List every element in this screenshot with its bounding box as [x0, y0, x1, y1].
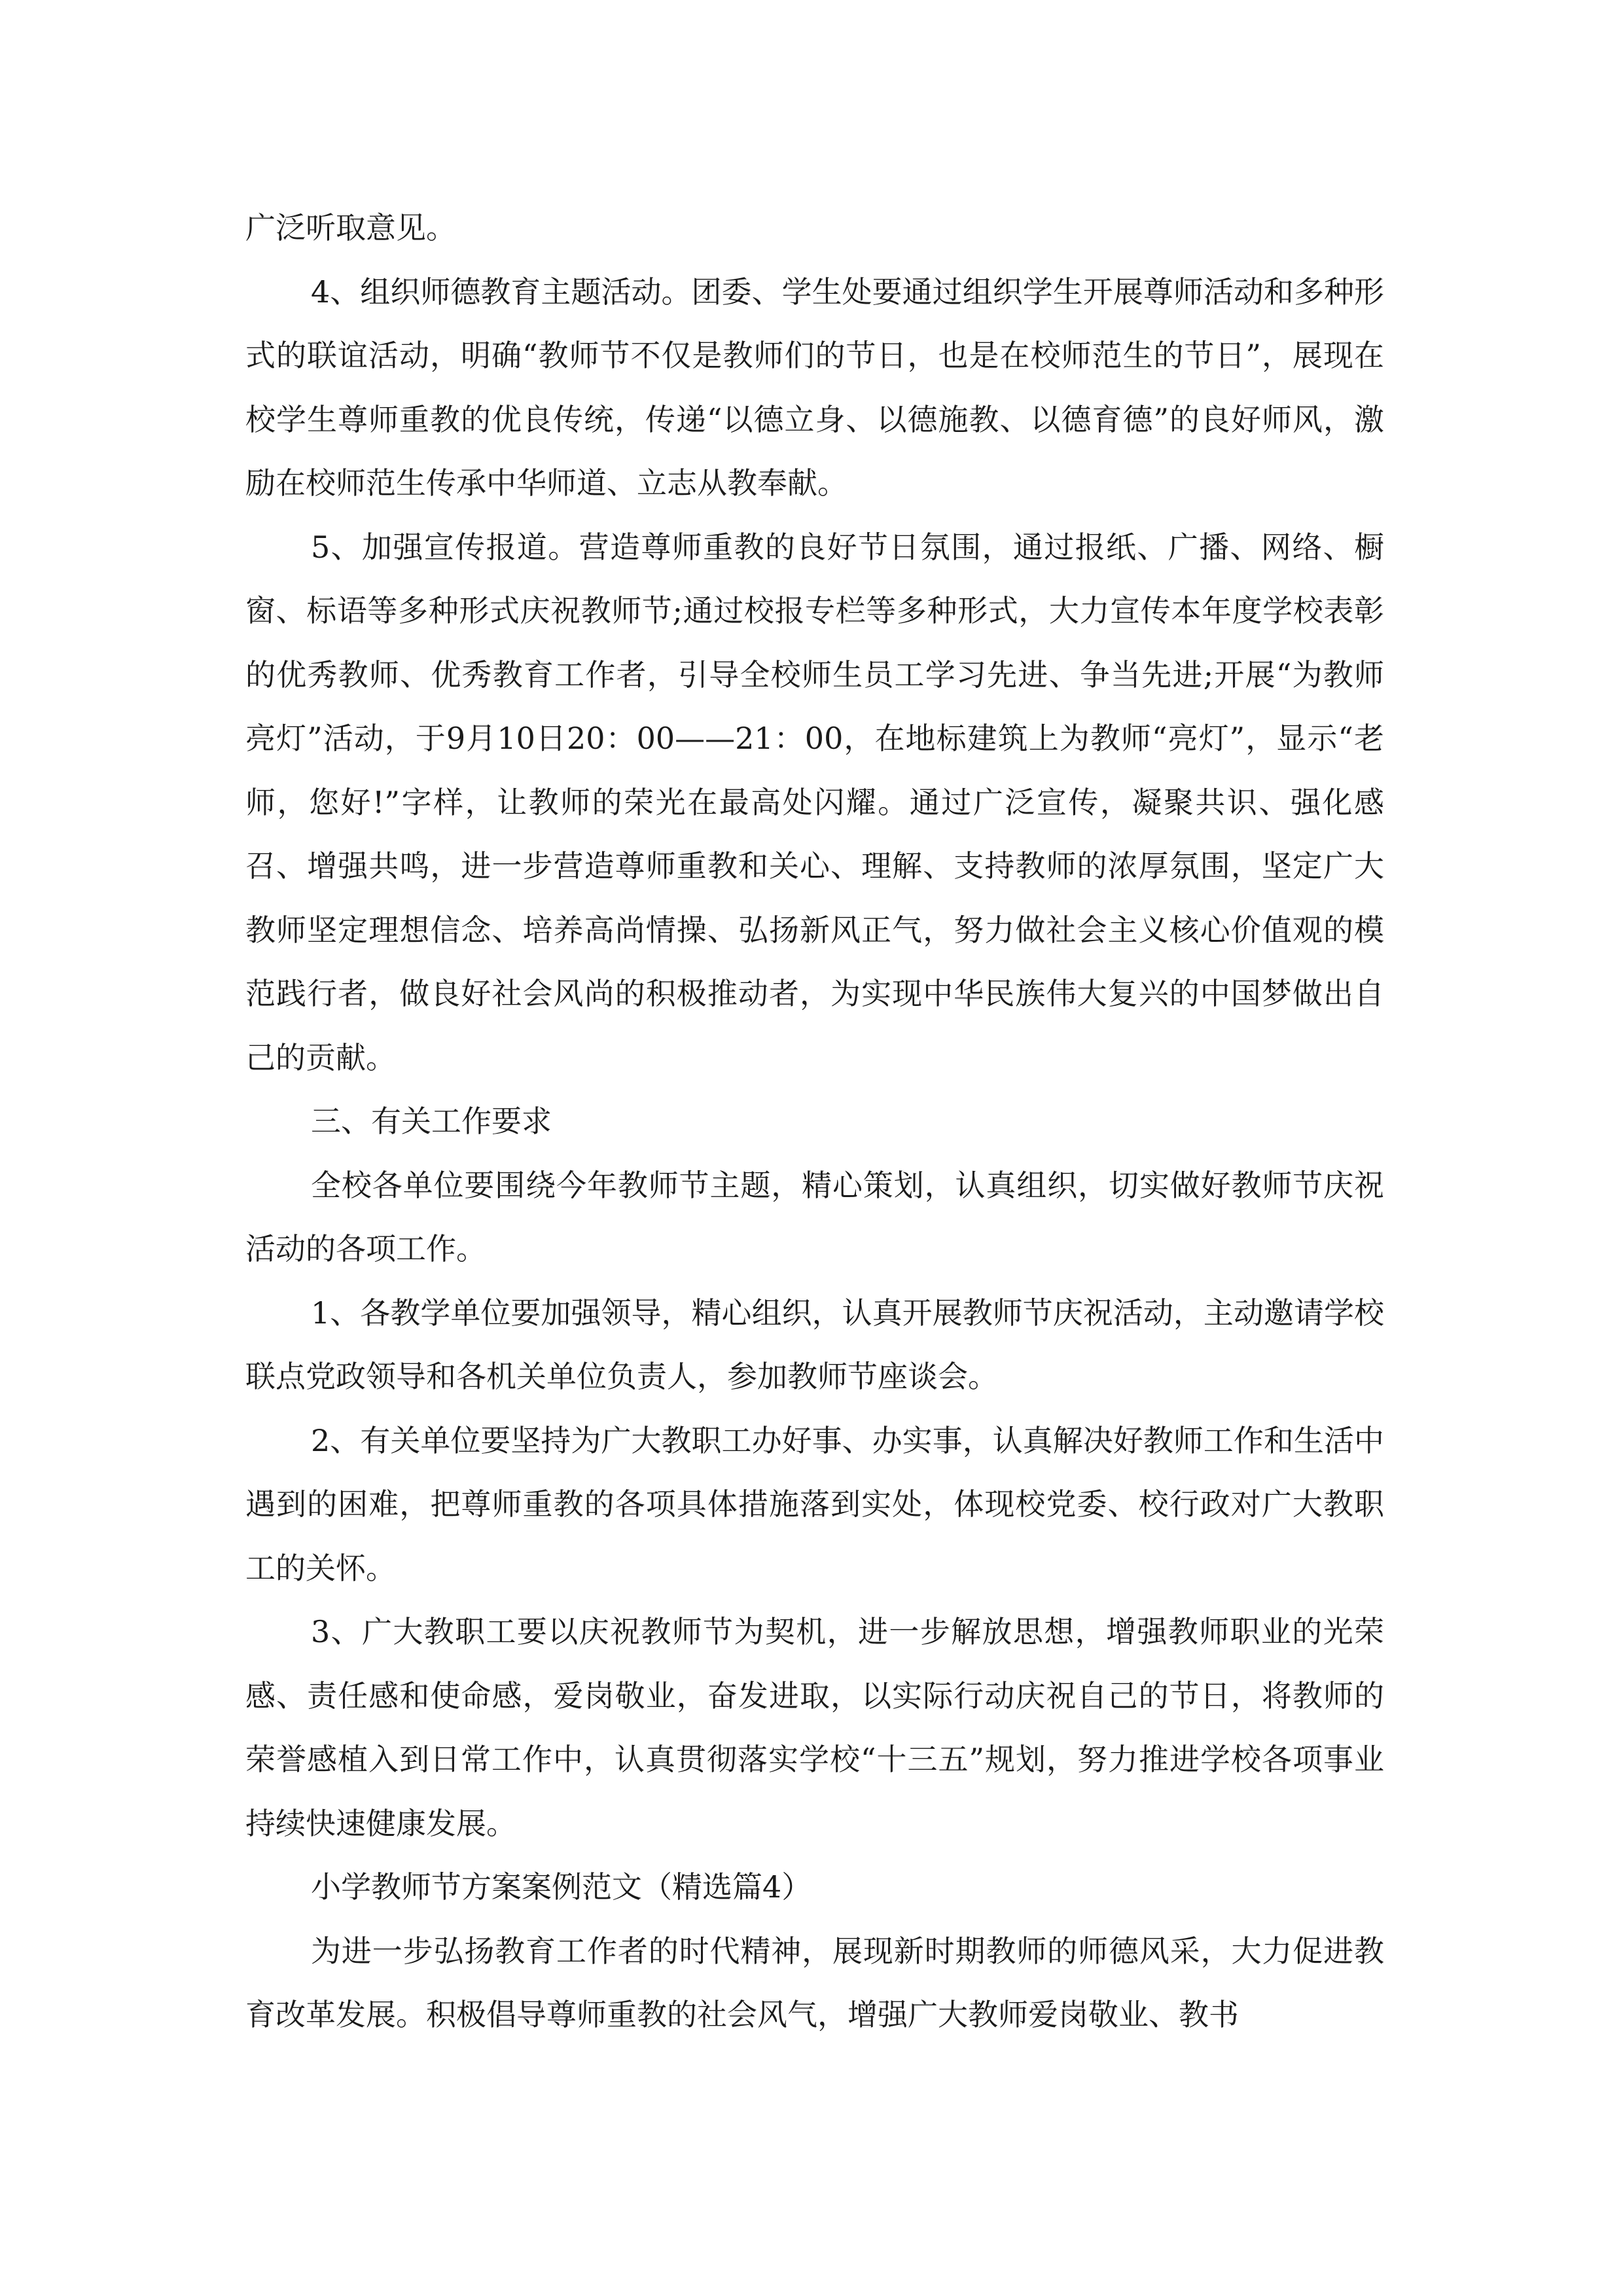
article-title: 小学教师节方案案例范文（精选篇4）: [311, 1869, 812, 1905]
paragraph-7: 3、广大教职工要以庆祝教师节为契机，进一步解放思想，增强教师职业的光荣感、责任感和使命感，爱岗敬业，奋发进取，以实际行动庆祝自己的节日，将教师的荣誉感植入到日常工作中，认真贯彻落实学校“十三五”规划，努力推进学校各项事业持续快速健康发展。: [245, 1614, 1384, 1841]
paragraph-1: 广泛听取意见。: [245, 210, 456, 245]
paragraph-6: 2、有关单位要坚持为广大教职工办好事、办实事，认真解决好教师工作和生活中遇到的困难，把尊师重教的各项具体措施落到实处，体现校党委、校行政对广大教职工的关怀。: [245, 1422, 1384, 1586]
paragraph-4: 全校各单位要围绕今年教师节主题，精心策划，认真组织，切实做好教师节庆祝活动的各项工作。: [245, 1167, 1384, 1266]
paragraph-8: 为进一步弘扬教育工作者的时代精神，展现新时期教师的师德风采，大力促进教育改革发展。积极倡导尊师重教的社会风气，增强广大教师爱岗敬业、教书: [245, 1933, 1384, 2032]
paragraph-5: 1、各教学单位要加强领导，精心组织，认真开展教师节庆祝活动，主动邀请学校联点党政领导和各机关单位负责人，参加教师节座谈会。: [245, 1295, 1384, 1394]
paragraph-3: 5、加强宣传报道。营造尊师重教的良好节日氛围，通过报纸、广播、网络、橱窗、标语等多种形式庆祝教师节;通过校报专栏等多种形式，大力宣传本年度学校表彰的优秀教师、优秀教育工作者，引导全校师生员工学习先进、争当先进;开展“为教师亮灯”活动，于9月10日20：00——21：00，在地标建筑上为教师“亮灯”，显示“老师，您好!”字样，让教师的荣光在最高处闪耀。通过广泛宣传，凝聚共识、强化感召、增强共鸣，进一步营造尊师重教和关心、理解、支持教师的浓厚氛围，坚定广大教师坚定理想信念、培养高尚情操、弘扬新风正气，努力做社会主义核心价值观的模范践行者，做良好社会风尚的积极推动者，为实现中华民族伟大复兴的中国梦做出自己的贡献。: [245, 529, 1384, 1075]
paragraph-2: 4、组织师德教育主题活动。团委、学生处要通过组织学生开展尊师活动和多种形式的联谊活动，明确“教师节不仅是教师们的节日，也是在校师范生的节日”，展现在校学生尊师重教的优良传统，传递“以德立身、以德施教、以德育德”的良好师风，激励在校师范生传承中华师道、立志从教奉献。: [245, 274, 1384, 501]
document-body: [245, 196, 1384, 2047]
section-heading: 三、有关工作要求: [311, 1103, 552, 1139]
